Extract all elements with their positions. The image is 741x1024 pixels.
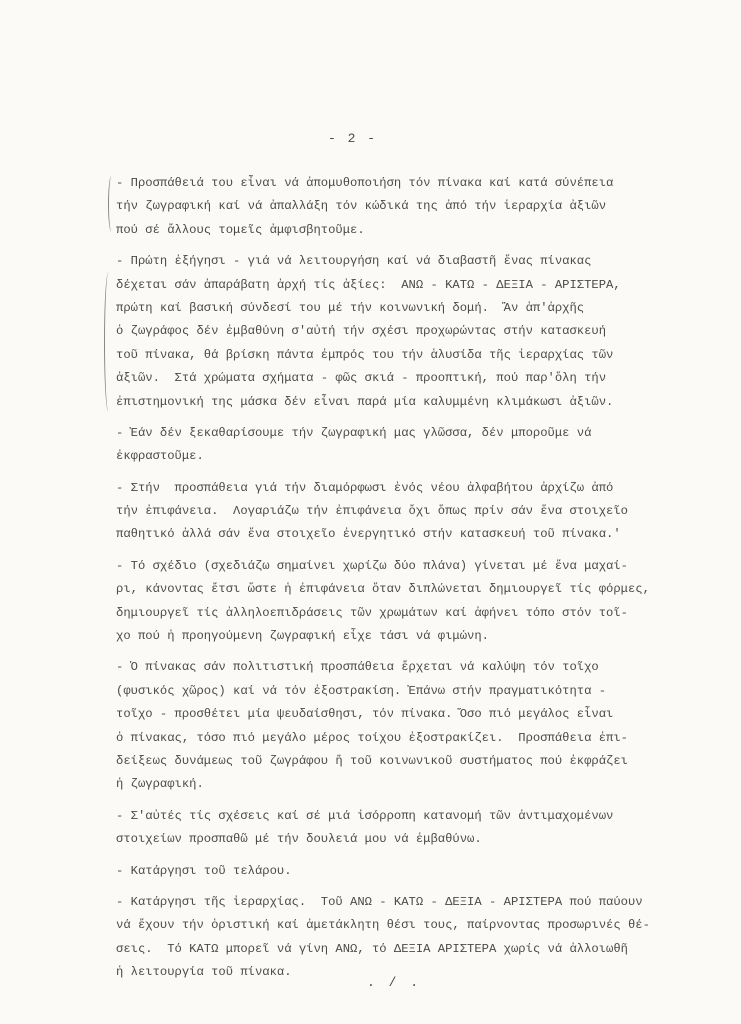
paragraph bbox=[116, 250, 656, 414]
text-line: δημιουργεῖ τίς ἀλληλοεπιδράσεις τῶν χρωμάτων καί ἀφήνει τόπο στόν τοῖ- bbox=[116, 605, 628, 620]
text-line: ρι, κάνοντας ἔτσι ὥστε ἡ ἐπιφάνεια ὅταν διπλώνεται δημιουργεῖ τίς φόρμες, bbox=[116, 582, 650, 597]
text-line: - Κατάργησι τῆς ἱεραρχίας. Τοῦ ΑΝΩ - ΚΑΤΩ - ΔΕΞΙΑ - ΑΡΙΣΤΕΡΑ πού παύουν bbox=[116, 894, 643, 909]
text-line: τήν ζωγραφική καί νά ἀπαλλάξη τόν κώδικά της ἀπό τήν ἱεραρχία ἀξιῶν bbox=[116, 199, 607, 214]
paragraph bbox=[116, 860, 656, 883]
text-line: ἐκφραστοῦμε. bbox=[116, 449, 204, 464]
paragraph bbox=[116, 555, 656, 649]
text-line: - Στήν προσπάθεια γιά τήν διαμόρφωσι ἑνός νέου ἀλφαβήτου ἀρχίζω ἀπό bbox=[116, 480, 614, 495]
text-line: τήν ἐπιφάνεια. Λογαριάζω τήν ἐπιφάνεια ὄχι ὅπως πρίν σάν ἕνα στοιχεῖο bbox=[116, 504, 628, 519]
continuation-mark: . / . bbox=[367, 975, 422, 990]
text-line: - Ἐάν δέν ξεκαθαρίσουμε τήν ζωγραφική μας γλῶσσα, δέν μποροῦμε νά bbox=[116, 425, 592, 440]
text-line: ὁ ζωγράφος δέν ἐμβαθύνη σ'αὐτή τήν σχέσι προχωρώντας στήν κατασκευή bbox=[116, 324, 607, 339]
text-line: δέχεται σάν ἀπαράβατη ἀρχή τίς ἀξίες: ΑΝΩ - ΚΑΤΩ - ΔΕΞΙΑ - ΑΡΙΣΤΕΡΑ, bbox=[116, 277, 621, 292]
margin-mark-top bbox=[108, 176, 115, 232]
text-line: σεις. Τό ΚΑΤΩ μπορεῖ νά γίνη ΑΝΩ, τό ΔΕΞΙΑ ΑΡΙΣΤΕΡΑ χωρίς νά ἀλλοιωθῆ bbox=[116, 941, 628, 956]
text-line: ὁ πίνακας, τόσο πιό μεγάλο μέρος τοίχου ἐξοστρακίζει. Προσπάθεια ἐπι- bbox=[116, 730, 628, 745]
text-line: - Σ'αὐτές τίς σχέσεις καί σέ μιά ἰσόρροπη κατανομή τῶν ἀντιμαχομένων bbox=[116, 808, 614, 823]
text-line: χο πού ἡ προηγούμενη ζωγραφική εἶχε τάσι νά φιμώνη. bbox=[116, 629, 489, 644]
text-line: πρώτη καί βασική σύνδεσί του μέ τήν κοινωνική δομή. Ἄν ἀπ'ἀρχῆς bbox=[116, 300, 585, 315]
page-number: - 2 - bbox=[328, 131, 378, 146]
text-line: ἡ λειτουργία τοῦ πίνακα. bbox=[116, 965, 292, 980]
text-line: ἡ ζωγραφική. bbox=[116, 777, 204, 792]
text-line: ἀξιῶν. Στά χρώματα σχήματα - φῶς σκιά - προοπτική, πού παρ'ὅλη τήν bbox=[116, 371, 607, 386]
paragraph bbox=[116, 172, 656, 242]
paragraph bbox=[116, 422, 656, 469]
paragraph bbox=[116, 891, 656, 985]
text-line: - Κατάργησι τοῦ τελάρου. bbox=[116, 863, 292, 878]
text-line: τοῖχο - προσθέτει μία ψευδαίσθησι, τόν πίνακα. Ὅσο πιό μεγάλος εἶναι bbox=[116, 707, 614, 722]
text-line: παθητικό ἀλλά σάν ἕνα στοιχεῖο ἐνεργητικό στήν κατασκευή τοῦ πίνακα.' bbox=[116, 527, 621, 542]
text-line: πού σέ ἄλλους τομεῖς ἀμφισβητοῦμε. bbox=[116, 222, 365, 237]
paragraph bbox=[116, 656, 656, 796]
document-body bbox=[116, 172, 656, 993]
margin-mark-middle bbox=[104, 272, 113, 412]
text-line: - Τό σχέδιο (σχεδιάζω σημαίνει χωρίζω δύο πλάνα) γίνεται μέ ἕνα μαχαί- bbox=[116, 558, 628, 573]
text-line: - Προσπάθειά του εἶναι νά ἀπομυθοποιήση τόν πίνακα καί κατά σύνέπεια bbox=[116, 176, 614, 190]
text-line: - Πρώτη ἐξήγησι - γιά νά λειτουργήση καί νά διαβαστῆ ἕνας πίνακας bbox=[116, 254, 592, 269]
text-line: (φυσικός χῶρος) καί νά τόν ἐξοστρακίση. Ἐπάνω στήν πραγματικότητα - bbox=[116, 683, 607, 698]
text-line: στοιχείων προσπαθῶ μέ τήν δουλειά μου νά ἐμβαθύνω. bbox=[116, 832, 482, 847]
text-line: ἐπιστημονική της μάσκα δέν εἶναι παρά μία καλυμμένη κλιμάκωσι ἀξιῶν. bbox=[116, 394, 614, 409]
text-line: τοῦ πίνακα, θά βρίσκη πάντα ἐμπρός του τήν ἁλυσίδα τῆς ἱεραρχίας τῶν bbox=[116, 347, 614, 362]
text-line: - Ὁ πίνακας σάν πολιτιστική προσπάθεια ἔρχεται νά καλύψη τόν τοῖχο bbox=[116, 660, 599, 675]
paragraph bbox=[116, 477, 656, 547]
text-line: δείξεως δυνάμεως τοῦ ζωγράφου ἤ τοῦ κοινωνικοῦ συστήματος πού ἐκφράζει bbox=[116, 753, 628, 768]
paragraph bbox=[116, 805, 656, 852]
text-line: νά ἔχουν τήν ὁριστική καί ἀμετάκλητη θέσι τους, παίρνοντας προσωρινές θέ- bbox=[116, 918, 650, 933]
